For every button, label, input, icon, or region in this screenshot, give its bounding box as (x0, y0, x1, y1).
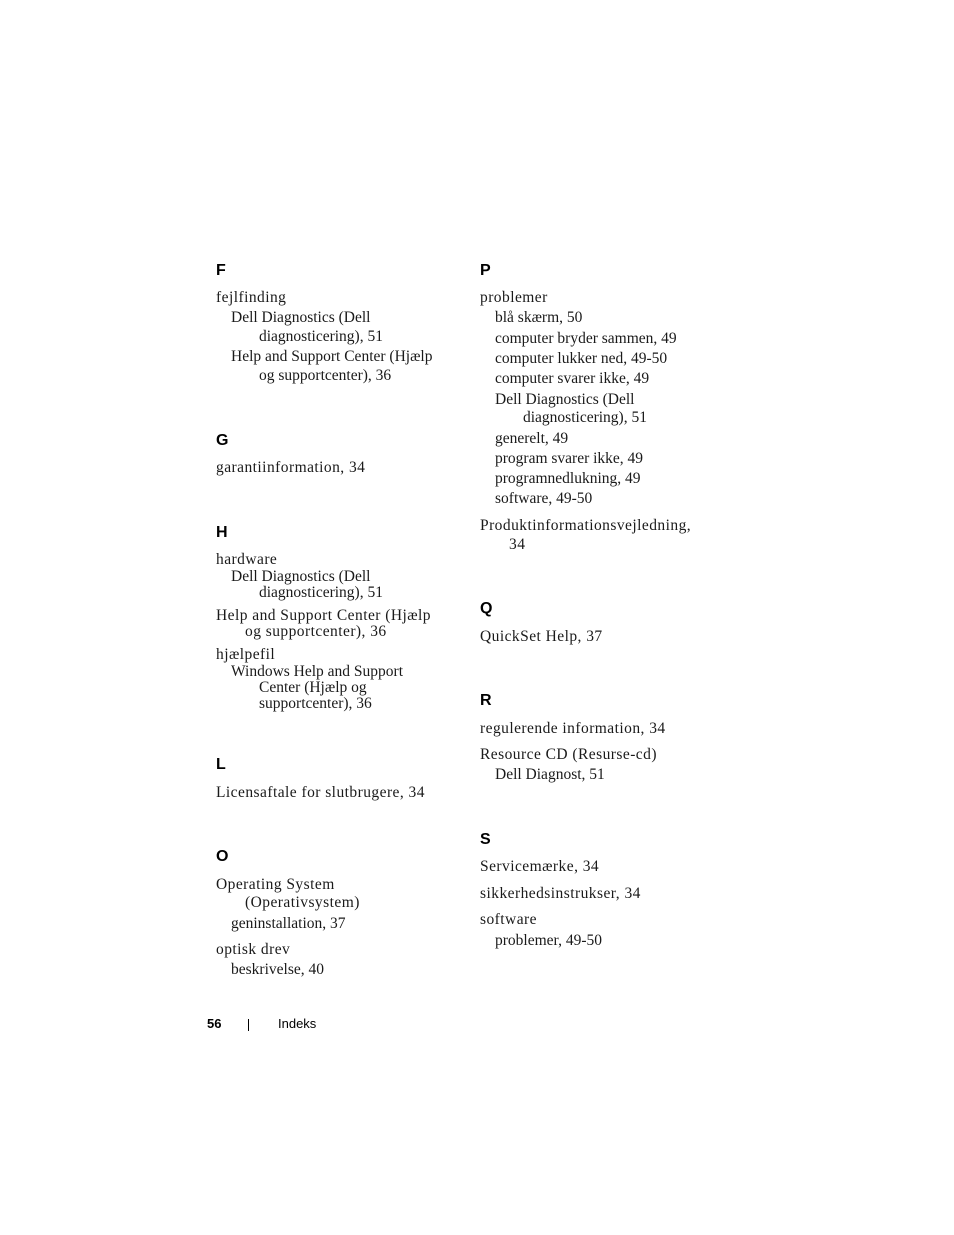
index-entry: optisk drev (216, 941, 291, 958)
index-subentry: Help and Support Center (Hjælp (231, 348, 433, 365)
index-subentry-cont: diagnosticering), 51 (259, 328, 383, 345)
index-heading-q: Q (480, 600, 493, 617)
section-name: Indeks (278, 1016, 317, 1031)
index-subentry-cont: diagnosticering), 51 (259, 584, 383, 601)
index-entry: Produktinformationsvejledning, (480, 517, 692, 534)
index-subentry: programnedlukning, 49 (495, 470, 641, 487)
index-heading-s: S (480, 831, 491, 848)
index-subentry: Windows Help and Support (231, 663, 404, 680)
index-heading-h: H (216, 524, 228, 541)
index-subentry: program svarer ikke, 49 (495, 450, 644, 467)
index-entry: Operating System (216, 876, 335, 893)
index-entry-cont: og supportcenter), 36 (245, 623, 387, 640)
index-entry-cont: 34 (509, 536, 526, 553)
index-heading-g: G (216, 432, 229, 449)
index-entry: fejlfinding (216, 289, 287, 306)
index-heading-p: P (480, 262, 491, 279)
index-entry: hardware (216, 551, 278, 568)
index-entry: garantiinformation, 34 (216, 459, 366, 476)
index-subentry: Dell Diagnostics (Dell (231, 309, 371, 326)
index-entry: regulerende information, 34 (480, 720, 666, 737)
index-entry: Licensaftale for slutbrugere, 34 (216, 784, 425, 801)
index-subentry: generelt, 49 (495, 430, 569, 447)
index-subentry-cont: diagnosticering), 51 (523, 409, 647, 426)
index-subentry: computer bryder sammen, 49 (495, 330, 677, 347)
index-entry-cont: (Operativsystem) (245, 894, 360, 911)
index-subentry: Dell Diagnost, 51 (495, 766, 605, 783)
index-subentry: beskrivelse, 40 (231, 961, 324, 978)
index-entry: QuickSet Help, 37 (480, 628, 603, 645)
index-subentry: problemer, 49-50 (495, 932, 602, 949)
index-subentry: Dell Diagnostics (Dell (231, 568, 371, 585)
index-entry: Resource CD (Resurse-cd) (480, 746, 657, 763)
index-entry: sikkerhedsinstrukser, 34 (480, 885, 641, 902)
index-heading-l: L (216, 756, 226, 773)
footer-divider (248, 1019, 249, 1031)
index-entry: hjælpefil (216, 646, 276, 663)
index-entry: problemer (480, 289, 548, 306)
index-heading-r: R (480, 692, 492, 709)
index-subentry: blå skærm, 50 (495, 309, 583, 326)
index-entry: Help and Support Center (Hjælp (216, 607, 431, 624)
index-subentry: Dell Diagnostics (Dell (495, 391, 635, 408)
index-subentry: computer svarer ikke, 49 (495, 370, 650, 387)
index-heading-o: O (216, 848, 229, 865)
index-subentry-cont: supportcenter), 36 (259, 695, 372, 712)
index-entry: Servicemærke, 34 (480, 858, 600, 875)
index-subentry: software, 49-50 (495, 490, 593, 507)
index-subentry-cont: og supportcenter), 36 (259, 367, 392, 384)
index-heading-f: F (216, 262, 226, 279)
index-subentry: geninstallation, 37 (231, 915, 346, 932)
index-entry: software (480, 911, 537, 928)
index-subentry-cont: Center (Hjælp og (259, 679, 367, 696)
page-number: 56 (207, 1016, 222, 1031)
index-subentry: computer lukker ned, 49-50 (495, 350, 668, 367)
